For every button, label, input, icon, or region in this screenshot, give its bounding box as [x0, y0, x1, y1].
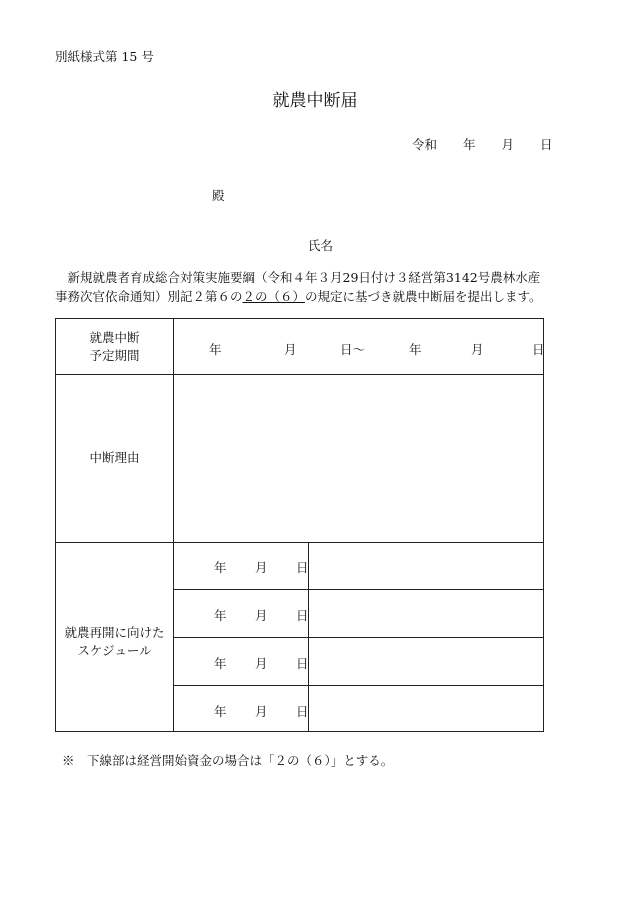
schedule-detail-field[interactable]	[309, 543, 543, 589]
period-label-line2: 予定期間	[89, 348, 140, 363]
date-month: 月	[501, 137, 515, 152]
schedule-day: 日	[296, 656, 309, 671]
schedule-day: 日	[296, 704, 309, 719]
period-end-year: 年	[409, 342, 422, 357]
form-number: 別紙様式第 15 号	[55, 49, 154, 64]
declaration-text-underlined: ２の（６）	[242, 289, 306, 304]
schedule-label-line2: スケジュール	[77, 643, 152, 658]
schedule-year: 年	[214, 560, 227, 575]
schedule-year: 年	[214, 608, 227, 623]
schedule-detail-field[interactable]	[309, 638, 543, 685]
schedule-day: 日	[296, 560, 309, 575]
form-table	[55, 318, 544, 732]
date-era: 令和	[412, 137, 438, 152]
schedule-year: 年	[214, 656, 227, 671]
addressee: 殿	[212, 188, 225, 203]
reason-label: 中断理由	[89, 450, 140, 465]
period-label-line1: 就農中断	[89, 330, 140, 345]
period-start-year: 年	[209, 342, 222, 357]
schedule-label-line1: 就農再開に向けた	[64, 625, 165, 640]
declaration-text	[55, 268, 550, 306]
schedule-day: 日	[296, 608, 309, 623]
declaration-text-after: の規定に基づき就農中断届を提出します。	[305, 289, 542, 304]
schedule-month: 月	[255, 656, 268, 671]
period-end-month: 月	[471, 342, 484, 357]
declaration-text-before: 新規就農者育成総合対策実施要綱（令和４年３月29日付け３経営第3142号農林水産事務次官依命通知）別記２第６の	[55, 270, 541, 304]
period-start-day: 日～	[340, 342, 366, 357]
footnote: ※ 下線部は経営開始資金の場合は「２の（６）」とする。	[62, 753, 394, 768]
page-title: 就農中断届	[272, 91, 358, 111]
schedule-year: 年	[214, 704, 227, 719]
schedule-label	[56, 624, 173, 660]
schedule-detail-field[interactable]	[309, 590, 543, 637]
period-end-day: 日	[532, 342, 545, 357]
date-day: 日	[540, 137, 553, 152]
schedule-month: 月	[255, 608, 268, 623]
schedule-month: 月	[255, 704, 268, 719]
schedule-month: 月	[255, 560, 268, 575]
schedule-detail-field[interactable]	[309, 686, 543, 731]
applicant-name-label: 氏名	[308, 238, 334, 253]
period-label	[56, 329, 173, 365]
period-start-month: 月	[284, 342, 297, 357]
date-year: 年	[463, 137, 476, 152]
submission-date	[412, 135, 553, 153]
reason-field[interactable]	[174, 375, 543, 542]
